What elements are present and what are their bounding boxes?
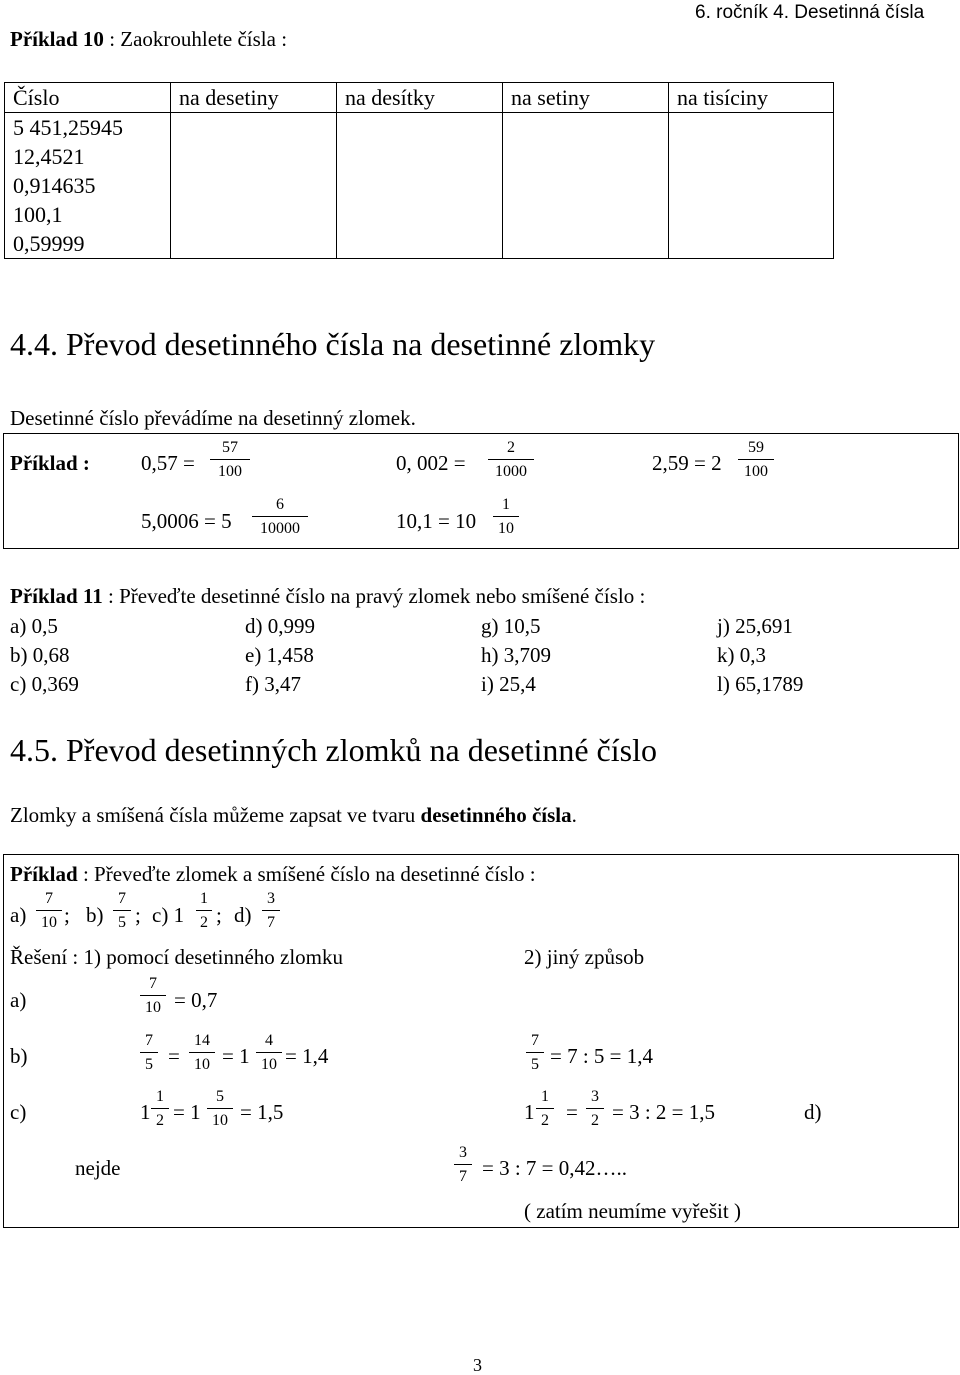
table-cell-number: 0,59999	[5, 229, 171, 259]
row-d-note: ( zatím neumíme vyřešit )	[524, 1199, 741, 1223]
rounding-table	[4, 82, 834, 259]
example-heading	[10, 864, 536, 885]
table-cell-empty[interactable]	[337, 113, 503, 143]
example11-heading	[10, 586, 645, 607]
fraction-numerator: 7	[149, 975, 157, 992]
table-header-row	[5, 83, 834, 113]
table-cell-number: 5 451,25945	[5, 113, 171, 143]
fraction	[207, 1089, 233, 1129]
fraction-numerator: 2	[507, 439, 515, 456]
table-cell-empty[interactable]	[503, 113, 669, 143]
fraction-numerator: 59	[748, 439, 764, 456]
table-cell-empty[interactable]	[669, 113, 834, 143]
alternative-label: 2) jiný způsob	[524, 945, 645, 969]
fraction-bar	[113, 910, 131, 911]
example-label: Příklad :	[10, 451, 90, 475]
fraction-numerator: 14	[194, 1032, 210, 1049]
row-c-alt-result: = 3 : 2 = 1,5	[612, 1100, 716, 1124]
fraction-denominator: 7	[267, 914, 275, 931]
table-cell-empty[interactable]	[171, 142, 337, 171]
fraction-denominator: 10	[41, 914, 57, 931]
chapter-header: 6. ročník 4. Desetinná čísla	[695, 2, 925, 23]
fraction-denominator: 100	[744, 463, 768, 480]
fraction	[210, 440, 250, 480]
equation-lhs: 5,0006 = 5	[141, 509, 232, 533]
table-cell-number: 0,914635	[5, 171, 171, 200]
task-a-label: a)	[10, 903, 27, 927]
fraction-denominator: 10	[498, 520, 514, 537]
row-a-label: a)	[10, 988, 27, 1012]
equals: =	[566, 1100, 578, 1124]
example-instruction: : Převeďte zlomek a smíšené číslo na desetinné číslo :	[77, 862, 536, 886]
section-45-title: 4.5. Převod desetinných zlomků na desetinné číslo	[10, 732, 657, 768]
whole-number: 1	[524, 1100, 535, 1124]
fraction	[252, 497, 308, 537]
table-cell-empty[interactable]	[337, 200, 503, 229]
table-cell-empty[interactable]	[669, 142, 834, 171]
exercise-item: h) 3,709	[481, 643, 551, 667]
table-cell-empty[interactable]	[171, 171, 337, 200]
separator: ;	[135, 903, 141, 927]
fraction	[196, 891, 212, 931]
row-b-result: = 1,4	[285, 1044, 329, 1068]
separator: ;	[64, 903, 70, 927]
page-number: 3	[473, 1355, 482, 1375]
row-a-result: = 0,7	[174, 988, 218, 1012]
fraction-numerator: 7	[118, 890, 126, 907]
fraction-bar	[454, 1164, 472, 1165]
fraction	[140, 976, 166, 1016]
table-cell-empty[interactable]	[171, 229, 337, 259]
row-b-label: b)	[10, 1044, 28, 1068]
intro-emphasis: desetinného čísla	[420, 803, 572, 827]
fraction-denominator: 2	[591, 1112, 599, 1129]
row-d-result: = 3 : 7 = 0,42…..	[482, 1156, 628, 1180]
example-label: Příklad	[10, 862, 78, 886]
exercise-item: f) 3,47	[245, 672, 301, 696]
example11-instruction: : Převeďte desetinné číslo na pravý zlomek nebo smíšené číslo :	[102, 584, 646, 608]
fraction	[526, 1033, 544, 1073]
table-cell-empty[interactable]	[669, 229, 834, 259]
fraction-numerator: 3	[267, 890, 275, 907]
fraction-numerator: 7	[531, 1032, 539, 1049]
fraction-numerator: 1	[200, 890, 208, 907]
fraction	[113, 891, 131, 931]
equals-whole: = 1	[173, 1100, 201, 1124]
fraction-denominator: 2	[541, 1112, 549, 1129]
example11-label: Příklad 11	[10, 584, 103, 608]
fraction-numerator: 6	[276, 496, 284, 513]
exercise-item: i) 25,4	[481, 672, 536, 696]
fraction-bar	[536, 1108, 554, 1109]
fraction-numerator: 1	[156, 1088, 164, 1105]
fraction	[738, 440, 774, 480]
equals-whole: = 1	[222, 1044, 250, 1068]
section-45-intro	[10, 805, 577, 826]
fraction-numerator: 5	[216, 1088, 224, 1105]
row-c-result: = 1,5	[240, 1100, 284, 1124]
exercise-item: j) 25,691	[717, 614, 793, 638]
fraction-numerator: 3	[591, 1088, 599, 1105]
example10-label: Příklad 10	[10, 27, 104, 51]
table-cell-empty[interactable]	[171, 113, 337, 143]
section-44-title: 4.4. Převod desetinného čísla na desetinné zlomky	[10, 326, 656, 362]
equation-lhs: 10,1 = 10	[396, 509, 477, 533]
fraction-numerator: 3	[459, 1144, 467, 1161]
fraction-denominator: 10	[145, 999, 161, 1016]
col-header: na tisíciny	[669, 83, 834, 113]
fraction-denominator: 10000	[260, 520, 300, 537]
fraction-denominator: 2	[200, 914, 208, 931]
fraction	[488, 440, 534, 480]
fraction-bar	[140, 995, 166, 996]
table-row	[5, 113, 834, 143]
exercise-item: d) 0,999	[245, 614, 315, 638]
table-cell-number: 12,4521	[5, 142, 171, 171]
table-cell-empty[interactable]	[503, 142, 669, 171]
fraction-numerator: 4	[265, 1032, 273, 1049]
fraction-bar	[151, 1108, 169, 1109]
task-b-label: b)	[86, 903, 104, 927]
row-c-label: c)	[10, 1100, 27, 1124]
fraction-numerator: 57	[222, 439, 238, 456]
fraction-denominator: 5	[118, 914, 126, 931]
row-d-label: d)	[804, 1100, 822, 1124]
fraction-bar	[586, 1108, 604, 1109]
intro-end: .	[571, 803, 577, 827]
fraction-bar	[36, 910, 62, 911]
exercise-item: g) 10,5	[481, 614, 541, 638]
table-cell-empty[interactable]	[171, 200, 337, 229]
table-row	[5, 142, 834, 171]
equation-lhs: 0,57 =	[141, 451, 195, 475]
exercise-item: b) 0,68	[10, 643, 70, 667]
fraction-bar	[189, 1052, 215, 1053]
table-cell-empty[interactable]	[503, 200, 669, 229]
separator: ;	[216, 903, 222, 927]
fraction-numerator: 7	[45, 890, 53, 907]
fraction-denominator: 7	[459, 1168, 467, 1185]
fraction-bar	[140, 1052, 158, 1053]
col-header: Číslo	[5, 83, 171, 113]
fraction	[256, 1033, 282, 1073]
table-cell-empty[interactable]	[337, 229, 503, 259]
fraction-bar	[262, 910, 280, 911]
row-d-not-possible: nejde	[75, 1156, 121, 1180]
equation-lhs: 2,59 = 2	[652, 451, 722, 475]
table-row	[5, 171, 834, 200]
equation-lhs: 0, 002 =	[396, 451, 466, 475]
fraction-bar	[488, 459, 534, 460]
fraction-denominator: 100	[218, 463, 242, 480]
fraction	[262, 891, 280, 931]
fraction	[140, 1033, 158, 1073]
fraction-denominator: 1000	[495, 463, 527, 480]
exercise-item: e) 1,458	[245, 643, 314, 667]
fraction-bar	[196, 910, 212, 911]
fraction-bar	[256, 1052, 282, 1053]
fraction-denominator: 10	[194, 1056, 210, 1073]
table-cell-empty[interactable]	[669, 171, 834, 200]
fraction-bar	[207, 1108, 233, 1109]
fraction-denominator: 5	[531, 1056, 539, 1073]
table-cell-number: 100,1	[5, 200, 171, 229]
col-header: na desetiny	[171, 83, 337, 113]
fraction-denominator: 10	[212, 1112, 228, 1129]
table-cell-empty[interactable]	[669, 200, 834, 229]
exercise-item: l) 65,1789	[717, 672, 804, 696]
table-cell-empty[interactable]	[503, 229, 669, 259]
fraction	[586, 1089, 604, 1129]
exercise-item: k) 0,3	[717, 643, 766, 667]
fraction-denominator: 5	[145, 1056, 153, 1073]
fraction-denominator: 10	[261, 1056, 277, 1073]
task-c-label: c) 1	[152, 903, 185, 927]
fraction-denominator: 2	[156, 1112, 164, 1129]
fraction	[493, 497, 519, 537]
fraction-bar	[493, 516, 519, 517]
task-d-label: d)	[234, 903, 252, 927]
intro-text: Zlomky a smíšená čísla můžeme zapsat ve tvaru	[10, 803, 421, 827]
fraction-numerator: 1	[502, 496, 510, 513]
fraction	[454, 1145, 472, 1185]
table-cell-empty[interactable]	[337, 171, 503, 200]
example10-heading	[10, 29, 287, 50]
exercise-item: a) 0,5	[10, 614, 58, 638]
fraction-numerator: 1	[541, 1088, 549, 1105]
exercise-item: c) 0,369	[10, 672, 79, 696]
fraction	[36, 891, 62, 931]
equals: =	[168, 1044, 180, 1068]
col-header: na setiny	[503, 83, 669, 113]
table-row	[5, 200, 834, 229]
fraction	[536, 1089, 554, 1129]
section-44-intro: Desetinné číslo převádíme na desetinný zlomek.	[10, 406, 416, 430]
fraction-bar	[738, 459, 774, 460]
solution-label: Řešení : 1) pomocí desetinného zlomku	[10, 945, 344, 969]
fraction-bar	[252, 516, 308, 517]
table-cell-empty[interactable]	[503, 171, 669, 200]
fraction-numerator: 7	[145, 1032, 153, 1049]
fraction-bar	[210, 459, 250, 460]
row-b-alt-result: = 7 : 5 = 1,4	[550, 1044, 654, 1068]
example10-instruction: : Zaokrouhlete čísla :	[103, 27, 288, 51]
whole-number: 1	[140, 1100, 151, 1124]
fraction-bar	[526, 1052, 544, 1053]
table-cell-empty[interactable]	[337, 142, 503, 171]
fraction	[189, 1033, 215, 1073]
col-header: na desítky	[337, 83, 503, 113]
fraction	[151, 1089, 169, 1129]
table-row	[5, 229, 834, 259]
